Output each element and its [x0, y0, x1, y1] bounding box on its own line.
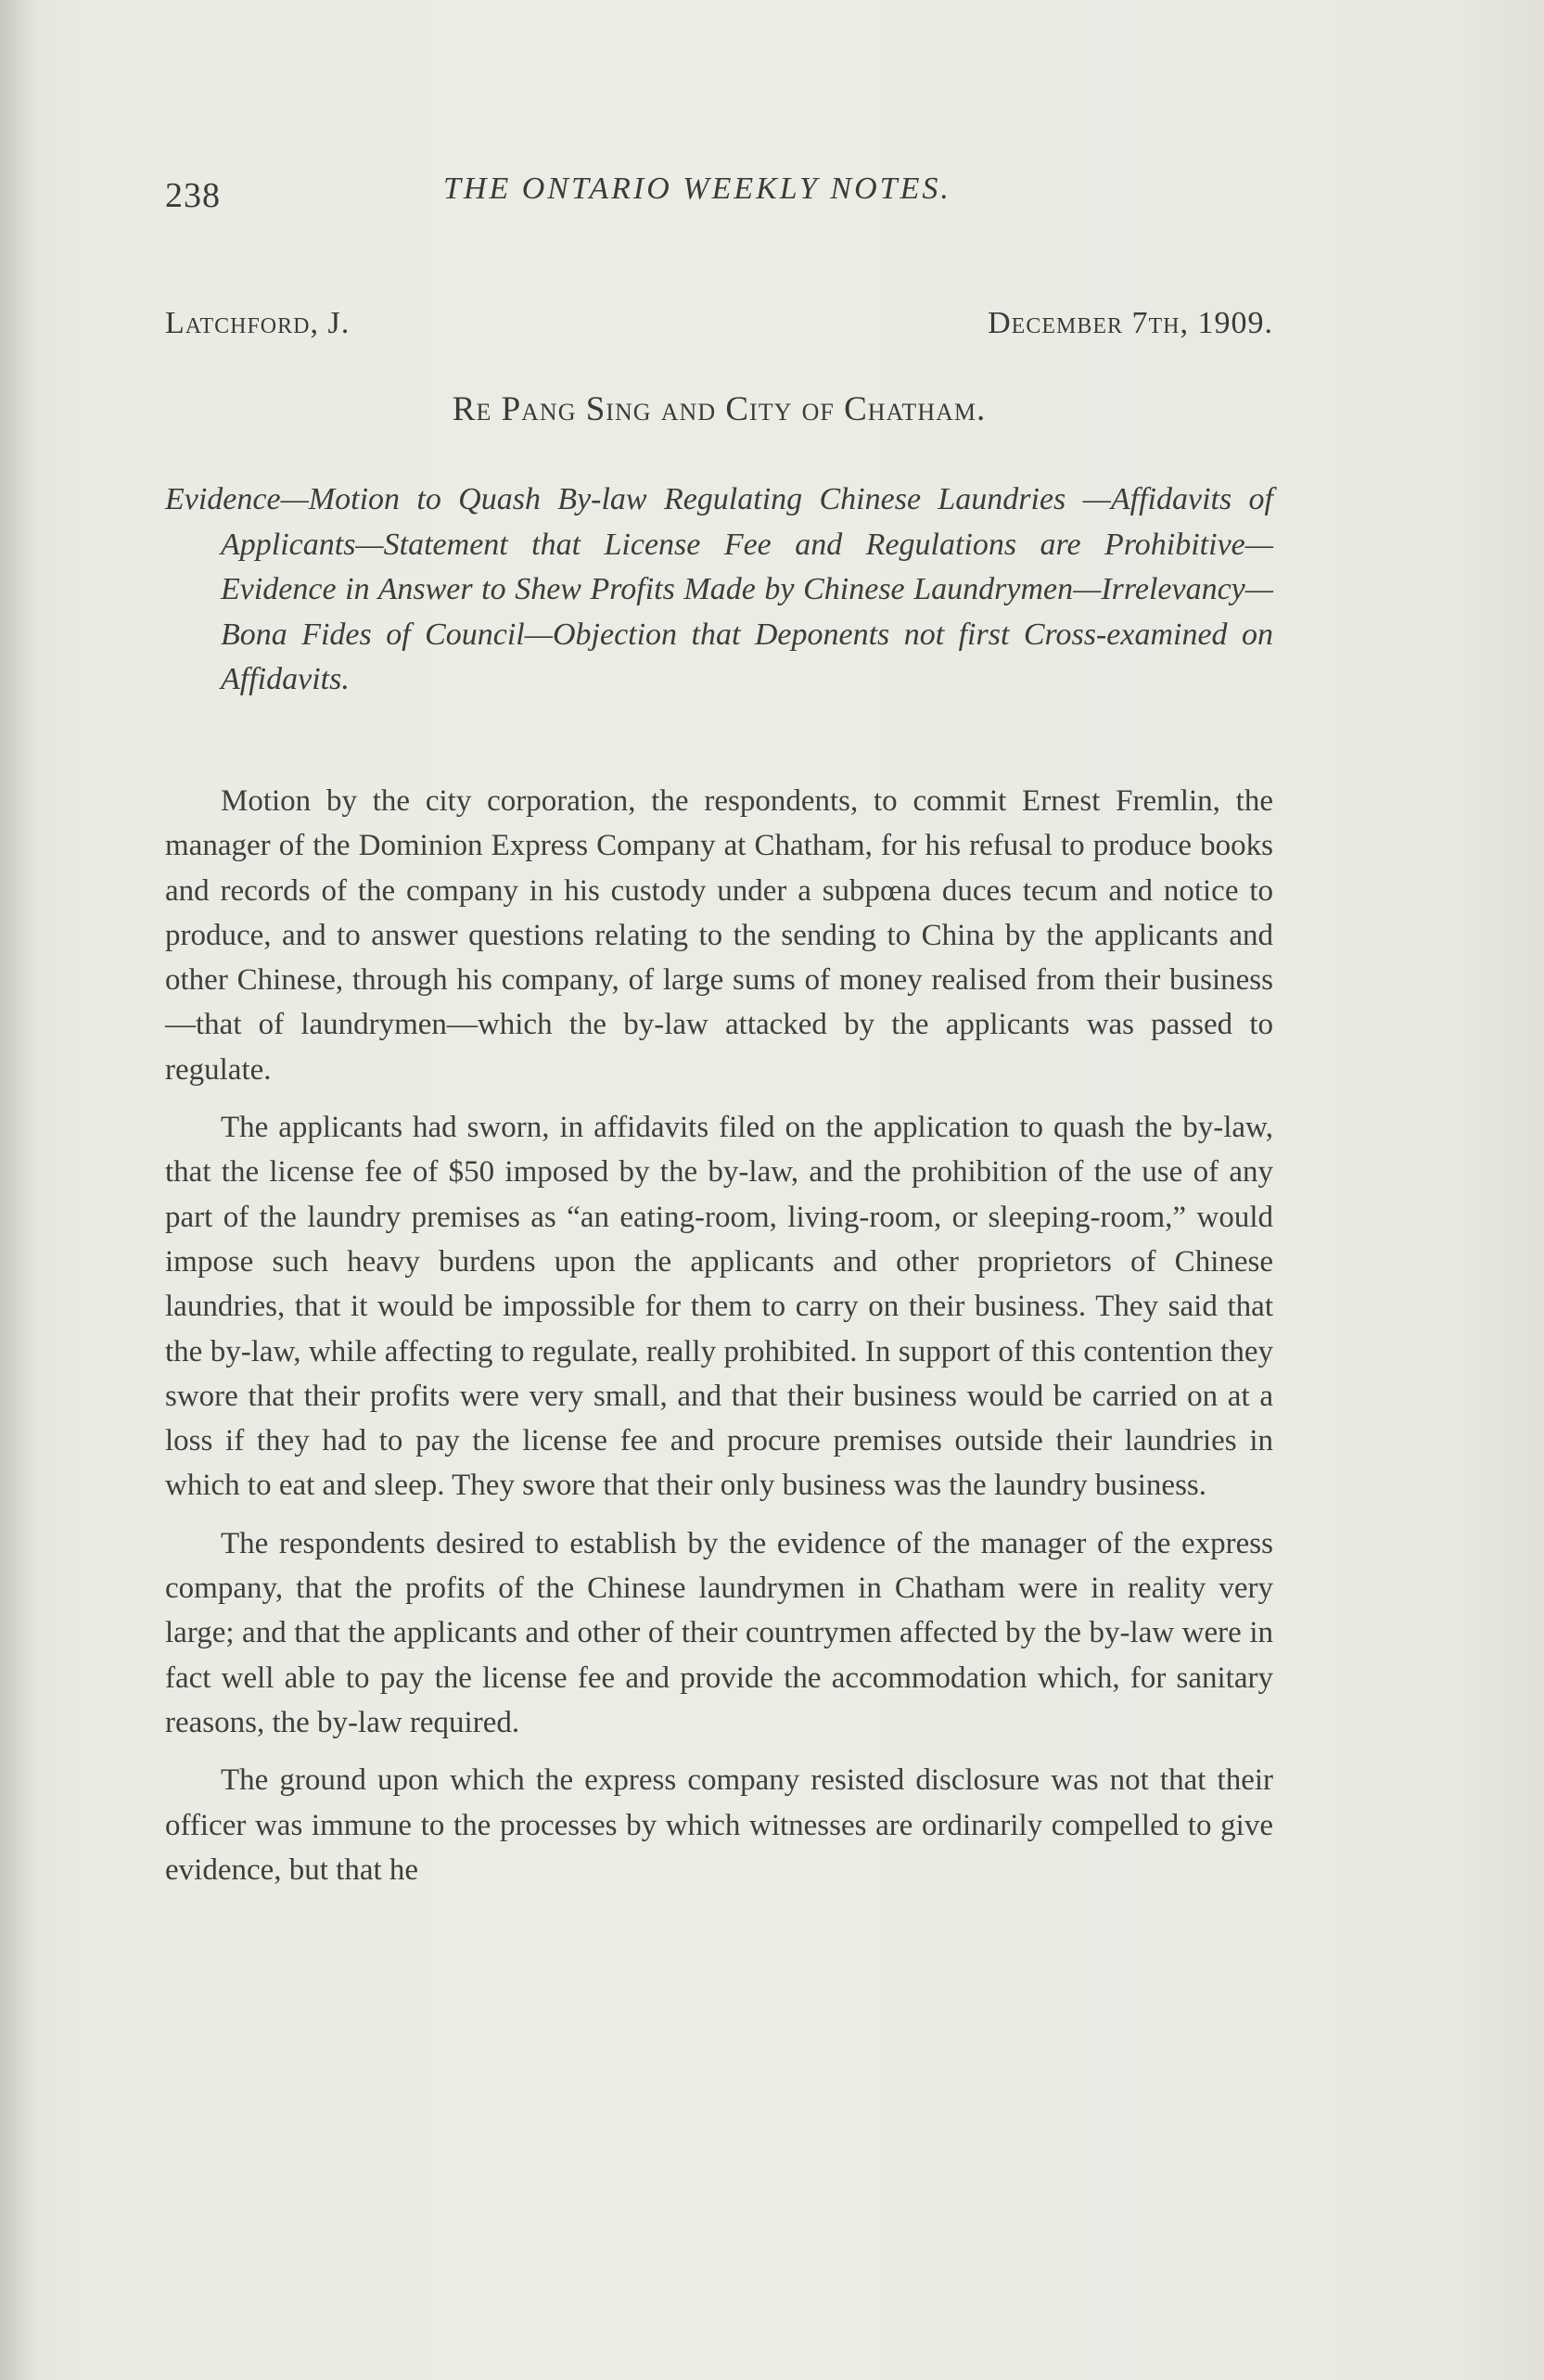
body-text — [165, 779, 1273, 1905]
page-edge-shadow — [0, 0, 37, 2380]
case-title: Re Pang Sing and City of Chatham. — [452, 390, 987, 428]
paragraph: Motion by the city corporation, the respondents, to commit Ernest Fremlin, the manager of the Dominion Express Company at Chatham, for his refusal to produce books and records of the company in his custody under a subpœna duces tecum and notice to produce, and to answer questions relating to the sending to China by the applicants and other Chinese, through his company, of large sums of money realised from their business—that of laundrymen—which the by-law attacked by the applicants was passed to regulate. — [165, 784, 1273, 1087]
judgment-line — [165, 306, 1273, 352]
judge-name: Latchford, J. — [165, 306, 351, 340]
paragraph: The ground upon which the express company resisted disclosure was not that their officer was immune to the processes by which witnesses are ordinarily compelled to give evidence, but that he — [165, 1763, 1273, 1887]
headnote: Evidence—Motion to Quash By-law Regulating Chinese Laundries —Affidavits of Applicants—Statement that License Fee and Regulations are Prohibitive—Evidence in Answer to Shew Profits Made by Chinese Laundrymen—Irrelevancy—Bona Fides of Council—Objection that Deponents not first Cross-examined on Affidavits. — [165, 482, 1273, 696]
running-head — [165, 172, 1273, 218]
page-number: 238 — [165, 176, 221, 215]
judgment-date: December 7th, 1909. — [988, 306, 1273, 340]
paragraph: The respondents desired to establish by the evidence of the manager of the express company, that the profits of the Chinese laundrymen in Chatham were in reality very large; and that the applicants and other of their countrymen affected by the by-law were in fact well able to pay the license fee and provide the accommodation which, for sanitary reasons, the by-law required. — [165, 1526, 1273, 1739]
journal-title: THE ONTARIO WEEKLY NOTES. — [443, 172, 951, 206]
paragraph: The applicants had sworn, in affidavits filed on the application to quash the by-law, that the license fee of $50 imposed by the by-law, and the prohibition of the use of any part of the laundry premises as “an eating-room, living-room, or sleeping-room,” would impose such heavy burdens upon the applicants and other proprietors of Chinese laundries, that it would be impossible for them to carry on their business. They said that the by-law, while affecting to regulate, really prohibited. In support of this contention they swore that their profits were very small, and that their business would be carried on at a loss if they had to pay the license fee and procure premises outside their laundries in which to eat and sleep. They swore that their only business was the laundry business. — [165, 1111, 1273, 1503]
